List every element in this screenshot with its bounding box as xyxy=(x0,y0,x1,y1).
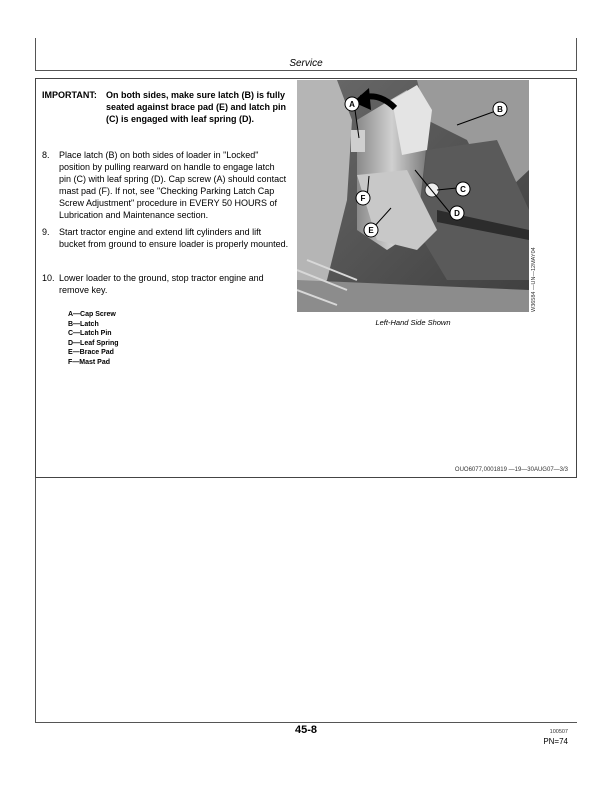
callout-d-label: D xyxy=(454,209,460,218)
step-number: 9. xyxy=(42,227,50,237)
callout-a xyxy=(345,97,359,111)
page-number: 45-8 xyxy=(294,724,318,736)
important-text: On both sides, make sure latch (B) is fully seated against brace pad (E) and latch pin (C) is engaged with leaf spring (D). xyxy=(106,90,287,124)
parts-legend xyxy=(68,310,119,367)
callout-c xyxy=(456,182,470,196)
footer-pn: PN=74 xyxy=(543,737,568,746)
callout-b-label: B xyxy=(497,105,503,114)
legend-item: F—Mast Pad xyxy=(68,358,111,366)
figure-side-code: W36584 —UN—12MAY04 xyxy=(531,247,537,312)
callout-d xyxy=(450,206,464,220)
callout-e xyxy=(364,223,378,237)
step-text: Lower loader to the ground, stop tractor engine and remove key. xyxy=(59,273,264,295)
callout-f xyxy=(356,191,370,205)
reference-code: OUO6077,0001819 —19—30AUG07—3/3 xyxy=(454,467,568,473)
callout-a-label: A xyxy=(349,100,355,109)
figure-caption: Left-Hand Side Shown xyxy=(375,318,451,327)
callout-b xyxy=(493,102,507,116)
footer-date-code: 100507 xyxy=(549,729,568,735)
step-text: Start tractor engine and extend lift cylinders and lift bucket from ground to ensure loader is properly mounted. xyxy=(59,227,289,249)
loader-latch-photo xyxy=(297,80,529,312)
callout-c-label: C xyxy=(460,185,466,194)
legend-item: D—Leaf Spring xyxy=(68,339,119,347)
legend-item: A—Cap Screw xyxy=(68,311,116,318)
callout-e-label: E xyxy=(368,226,374,235)
step-number: 10. xyxy=(42,273,55,283)
page-header-title: Service xyxy=(289,58,323,69)
legend-item: B—Latch xyxy=(68,320,99,328)
footer-rule xyxy=(35,722,577,723)
legend-item: C—Latch Pin xyxy=(68,330,112,337)
step-text: Place latch (B) on both sides of loader in "Locked" position by pulling rearward on handle to engage latch pin (C) with leaf spring (D). Cap screw (A) should contact mast pad (F). If not, see "Checking Parking Latch Cap Screw Adjustment" procedure in EVERY 50 HOURS of Lubrication and Maintenance section. xyxy=(59,150,287,220)
step-number: 8. xyxy=(42,150,50,160)
callout-f-label: F xyxy=(360,194,366,203)
bottom-left-margin-line xyxy=(35,478,36,722)
header-rule xyxy=(35,70,577,71)
important-label: IMPORTANT: xyxy=(42,90,97,100)
legend-item: E—Brace Pad xyxy=(68,349,114,356)
